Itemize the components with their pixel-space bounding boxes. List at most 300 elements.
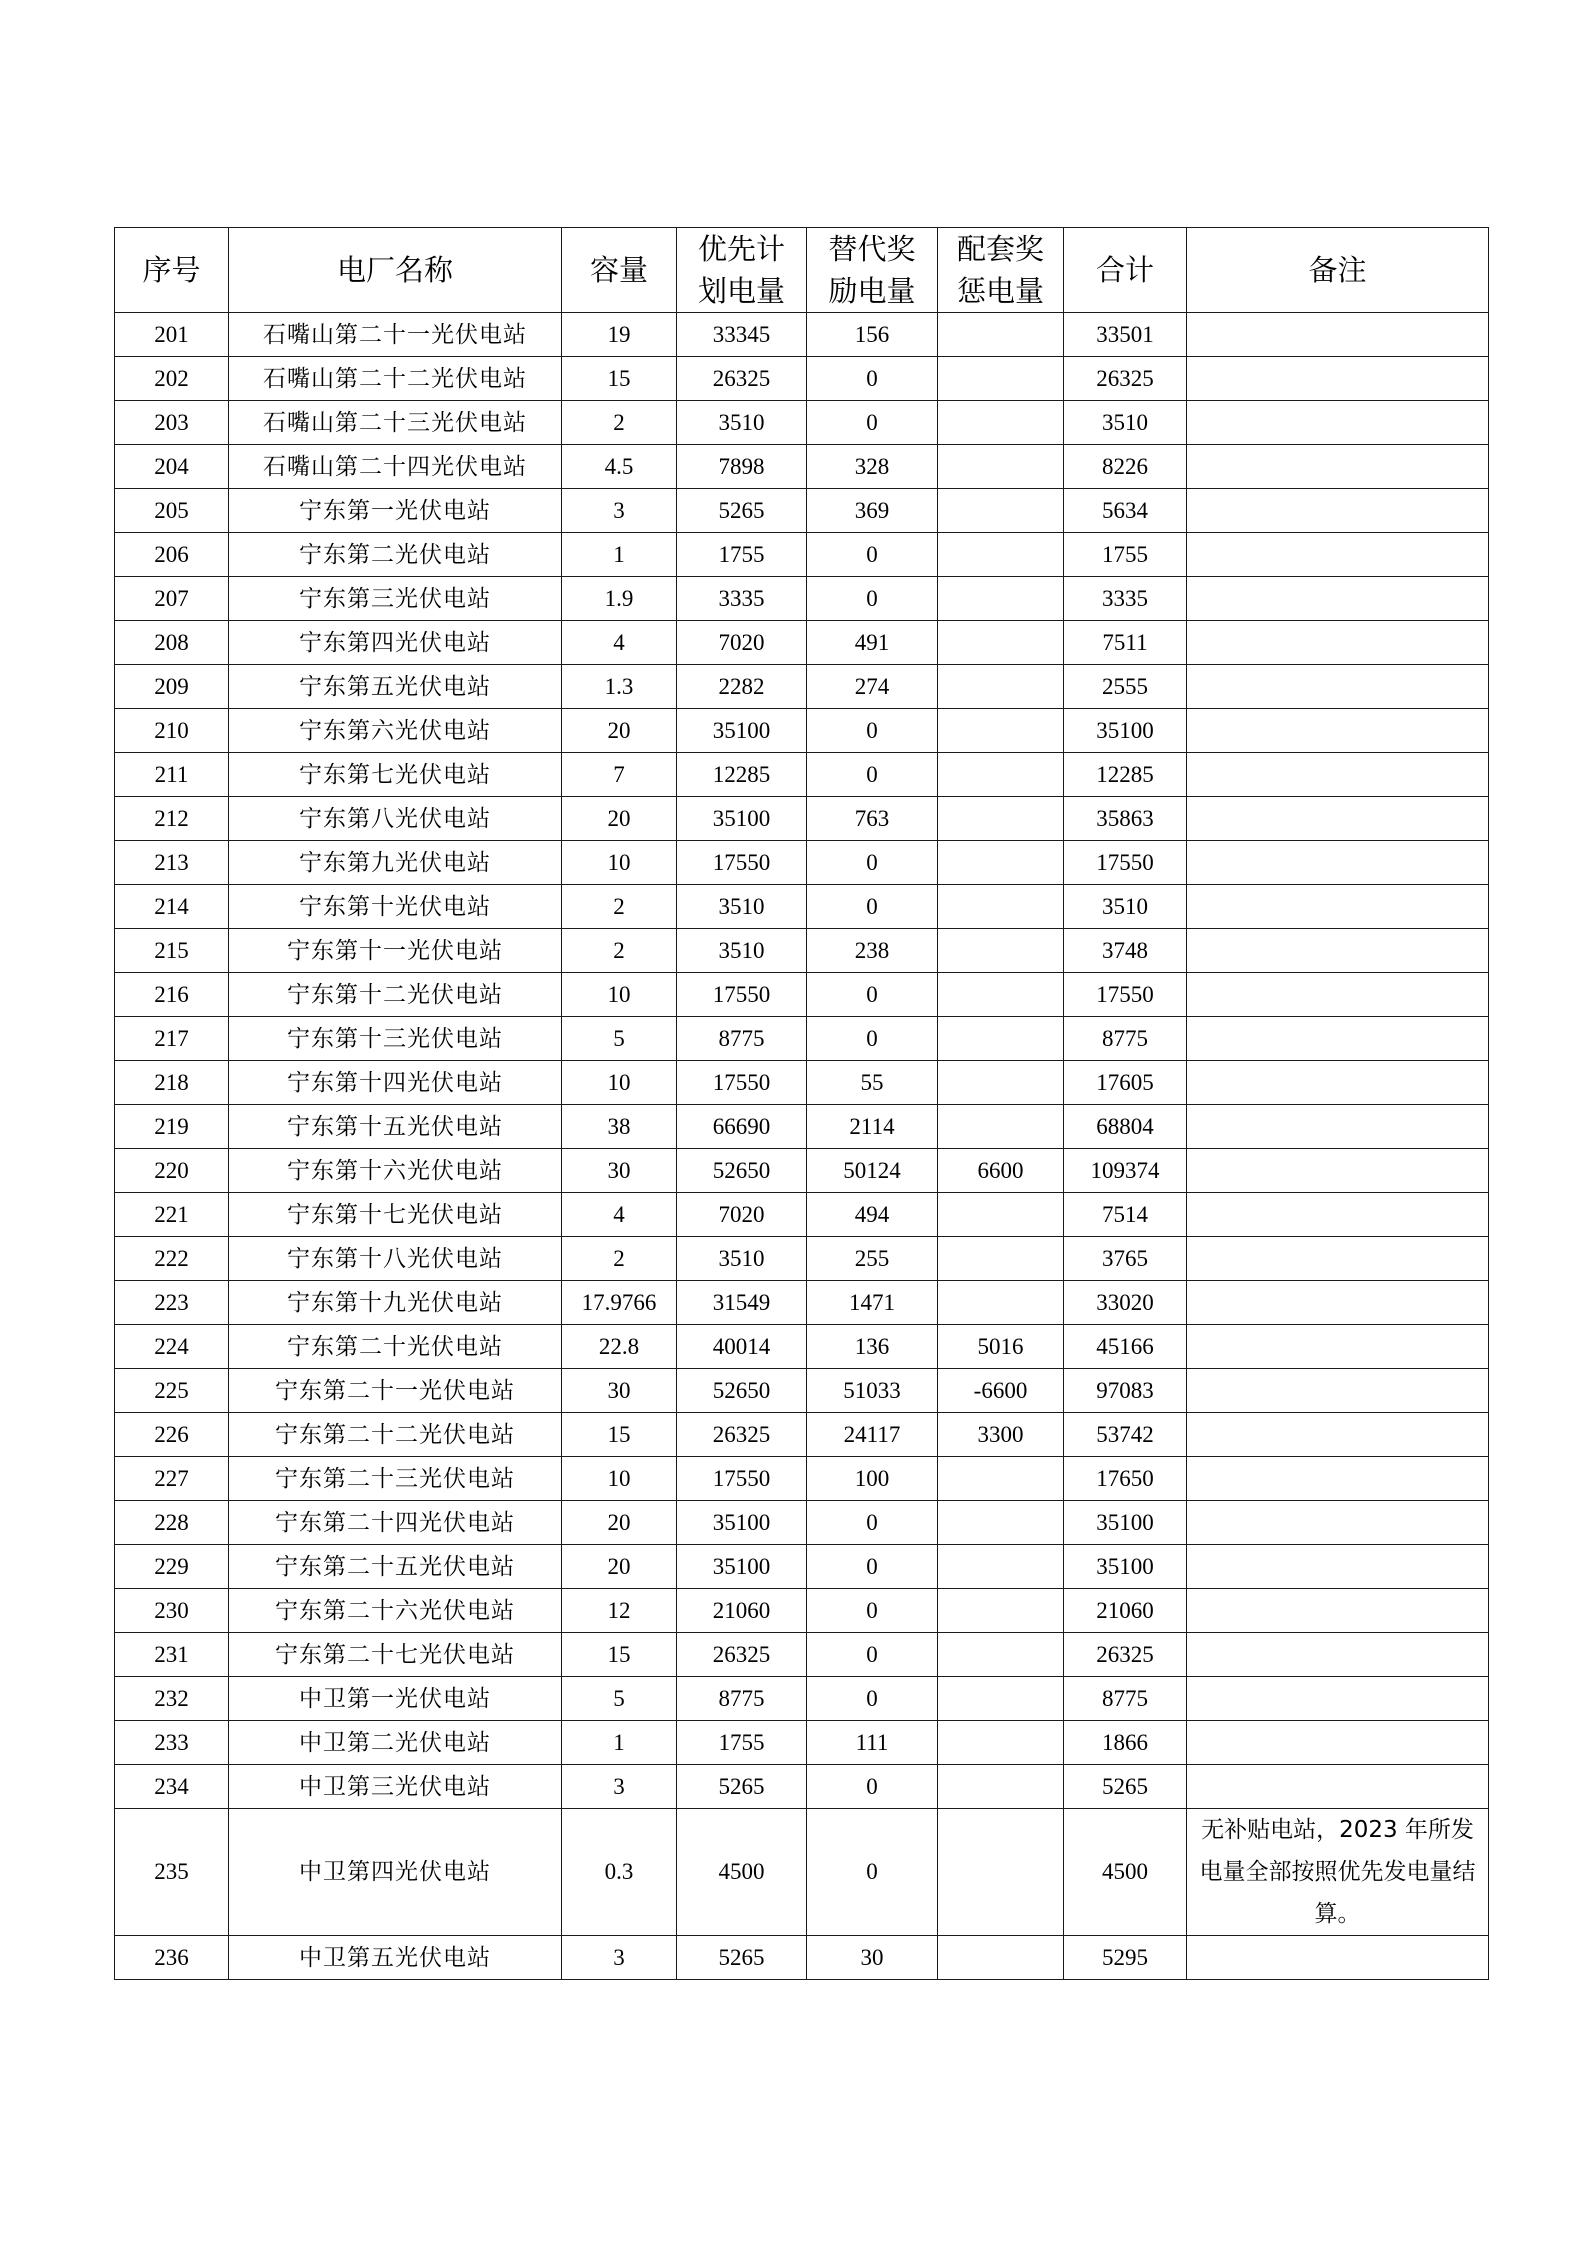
table-row	[115, 665, 1489, 709]
cell-remark	[1187, 1061, 1489, 1105]
header-row	[115, 228, 1489, 313]
cell-substitute-energy: 156	[807, 313, 938, 357]
cell-substitute-energy: 0	[807, 1633, 938, 1677]
table-row	[115, 1936, 1489, 1980]
cell-supporting-energy	[938, 533, 1064, 577]
cell-substitute-energy: 1471	[807, 1281, 938, 1325]
cell-capacity: 10	[562, 973, 677, 1017]
cell-remark	[1187, 1193, 1489, 1237]
cell-plant-name: 宁东第二十七光伏电站	[229, 1633, 562, 1677]
cell-supporting-energy	[938, 1457, 1064, 1501]
cell-total: 26325	[1064, 357, 1187, 401]
cell-substitute-energy: 328	[807, 445, 938, 489]
cell-supporting-energy	[938, 1721, 1064, 1765]
cell-supporting-energy	[938, 313, 1064, 357]
cell-total: 21060	[1064, 1589, 1187, 1633]
cell-substitute-energy: 55	[807, 1061, 938, 1105]
cell-supporting-energy: 6600	[938, 1149, 1064, 1193]
cell-plant-name: 石嘴山第二十三光伏电站	[229, 401, 562, 445]
cell-substitute-energy: 2114	[807, 1105, 938, 1149]
table-row	[115, 489, 1489, 533]
cell-no: 231	[115, 1633, 229, 1677]
cell-plant-name: 宁东第十二光伏电站	[229, 973, 562, 1017]
cell-supporting-energy	[938, 753, 1064, 797]
cell-total: 8775	[1064, 1017, 1187, 1061]
cell-plant-name: 宁东第十七光伏电站	[229, 1193, 562, 1237]
cell-no: 211	[115, 753, 229, 797]
cell-priority-energy: 12285	[677, 753, 807, 797]
cell-supporting-energy	[938, 1589, 1064, 1633]
cell-plant-name: 中卫第三光伏电站	[229, 1765, 562, 1809]
cell-capacity: 22.8	[562, 1325, 677, 1369]
table-body	[115, 313, 1489, 1980]
cell-no: 214	[115, 885, 229, 929]
table-row	[115, 1413, 1489, 1457]
cell-remark	[1187, 1281, 1489, 1325]
cell-no: 201	[115, 313, 229, 357]
cell-priority-energy: 1755	[677, 1721, 807, 1765]
cell-plant-name: 中卫第五光伏电站	[229, 1936, 562, 1980]
cell-plant-name: 宁东第二十三光伏电站	[229, 1457, 562, 1501]
cell-supporting-energy	[938, 885, 1064, 929]
cell-remark	[1187, 357, 1489, 401]
table-row	[115, 313, 1489, 357]
cell-priority-energy: 26325	[677, 1413, 807, 1457]
cell-substitute-energy: 491	[807, 621, 938, 665]
cell-supporting-energy: 3300	[938, 1413, 1064, 1457]
cell-no: 202	[115, 357, 229, 401]
table-row	[115, 1545, 1489, 1589]
cell-total: 2555	[1064, 665, 1187, 709]
cell-no: 209	[115, 665, 229, 709]
cell-capacity: 38	[562, 1105, 677, 1149]
cell-no: 208	[115, 621, 229, 665]
cell-supporting-energy	[938, 665, 1064, 709]
cell-remark	[1187, 577, 1489, 621]
table-row	[115, 577, 1489, 621]
header-supporting: 配套奖 惩电量	[938, 228, 1064, 313]
cell-total: 17550	[1064, 841, 1187, 885]
cell-no: 227	[115, 1457, 229, 1501]
cell-remark	[1187, 621, 1489, 665]
table-header	[115, 228, 1489, 313]
cell-substitute-energy: 0	[807, 357, 938, 401]
table-row	[115, 621, 1489, 665]
cell-priority-energy: 52650	[677, 1369, 807, 1413]
table-row	[115, 1105, 1489, 1149]
cell-substitute-energy: 136	[807, 1325, 938, 1369]
cell-priority-energy: 3510	[677, 401, 807, 445]
cell-no: 221	[115, 1193, 229, 1237]
cell-substitute-energy: 0	[807, 973, 938, 1017]
cell-substitute-energy: 255	[807, 1237, 938, 1281]
cell-priority-energy: 2282	[677, 665, 807, 709]
cell-remark	[1187, 709, 1489, 753]
cell-capacity: 3	[562, 1765, 677, 1809]
cell-substitute-energy: 0	[807, 401, 938, 445]
cell-remark	[1187, 841, 1489, 885]
cell-capacity: 1	[562, 1721, 677, 1765]
cell-capacity: 30	[562, 1149, 677, 1193]
cell-no: 222	[115, 1237, 229, 1281]
cell-plant-name: 宁东第五光伏电站	[229, 665, 562, 709]
cell-total: 7514	[1064, 1193, 1187, 1237]
cell-no: 230	[115, 1589, 229, 1633]
cell-priority-energy: 3510	[677, 1237, 807, 1281]
table-row	[115, 357, 1489, 401]
cell-priority-energy: 21060	[677, 1589, 807, 1633]
cell-supporting-energy	[938, 1809, 1064, 1936]
cell-priority-energy: 8775	[677, 1017, 807, 1061]
cell-plant-name: 宁东第一光伏电站	[229, 489, 562, 533]
header-no: 序号	[115, 228, 229, 313]
cell-plant-name: 宁东第二十五光伏电站	[229, 1545, 562, 1589]
cell-capacity: 2	[562, 401, 677, 445]
header-substitute: 替代奖 励电量	[807, 228, 938, 313]
table-row	[115, 709, 1489, 753]
cell-priority-energy: 26325	[677, 357, 807, 401]
cell-substitute-energy: 0	[807, 1677, 938, 1721]
cell-capacity: 10	[562, 841, 677, 885]
cell-capacity: 10	[562, 1061, 677, 1105]
cell-supporting-energy	[938, 1105, 1064, 1149]
cell-capacity: 10	[562, 1457, 677, 1501]
cell-priority-energy: 35100	[677, 1545, 807, 1589]
cell-total: 35100	[1064, 709, 1187, 753]
cell-priority-energy: 17550	[677, 973, 807, 1017]
cell-capacity: 20	[562, 1545, 677, 1589]
table-row	[115, 1457, 1489, 1501]
cell-substitute-energy: 369	[807, 489, 938, 533]
table-row	[115, 1589, 1489, 1633]
cell-remark	[1187, 973, 1489, 1017]
cell-capacity: 20	[562, 709, 677, 753]
cell-no: 216	[115, 973, 229, 1017]
table-row	[115, 797, 1489, 841]
cell-capacity: 0.3	[562, 1809, 677, 1936]
cell-no: 234	[115, 1765, 229, 1809]
cell-no: 210	[115, 709, 229, 753]
cell-remark	[1187, 313, 1489, 357]
cell-capacity: 2	[562, 1237, 677, 1281]
cell-total: 5265	[1064, 1765, 1187, 1809]
cell-remark	[1187, 445, 1489, 489]
cell-total: 1755	[1064, 533, 1187, 577]
cell-priority-energy: 8775	[677, 1677, 807, 1721]
cell-supporting-energy	[938, 797, 1064, 841]
cell-capacity: 4.5	[562, 445, 677, 489]
cell-supporting-energy	[938, 1061, 1064, 1105]
cell-remark	[1187, 1413, 1489, 1457]
cell-no: 236	[115, 1936, 229, 1980]
cell-no: 212	[115, 797, 229, 841]
cell-remark	[1187, 489, 1489, 533]
cell-total: 8775	[1064, 1677, 1187, 1721]
cell-remark	[1187, 1721, 1489, 1765]
cell-capacity: 15	[562, 357, 677, 401]
table-row	[115, 841, 1489, 885]
cell-no: 204	[115, 445, 229, 489]
cell-total: 17650	[1064, 1457, 1187, 1501]
cell-priority-energy: 40014	[677, 1325, 807, 1369]
cell-total: 35100	[1064, 1501, 1187, 1545]
cell-substitute-energy: 0	[807, 1545, 938, 1589]
cell-no: 228	[115, 1501, 229, 1545]
cell-capacity: 5	[562, 1677, 677, 1721]
cell-plant-name: 宁东第二光伏电站	[229, 533, 562, 577]
cell-supporting-energy	[938, 1677, 1064, 1721]
power-plant-table	[114, 227, 1489, 1980]
cell-priority-energy: 7020	[677, 1193, 807, 1237]
cell-remark	[1187, 1589, 1489, 1633]
cell-remark	[1187, 665, 1489, 709]
table-row	[115, 1369, 1489, 1413]
cell-total: 68804	[1064, 1105, 1187, 1149]
cell-capacity: 30	[562, 1369, 677, 1413]
cell-no: 223	[115, 1281, 229, 1325]
cell-total: 3748	[1064, 929, 1187, 973]
header-remark: 备注	[1187, 228, 1489, 313]
cell-capacity: 4	[562, 621, 677, 665]
cell-substitute-energy: 0	[807, 1501, 938, 1545]
cell-no: 203	[115, 401, 229, 445]
cell-remark	[1187, 1237, 1489, 1281]
cell-plant-name: 宁东第十八光伏电站	[229, 1237, 562, 1281]
cell-plant-name: 宁东第十光伏电站	[229, 885, 562, 929]
cell-supporting-energy	[938, 1237, 1064, 1281]
table-row	[115, 445, 1489, 489]
header-priority: 优先计 划电量	[677, 228, 807, 313]
cell-plant-name: 中卫第一光伏电站	[229, 1677, 562, 1721]
cell-remark	[1187, 1017, 1489, 1061]
cell-plant-name: 宁东第二十四光伏电站	[229, 1501, 562, 1545]
cell-substitute-energy: 30	[807, 1936, 938, 1980]
cell-total: 1866	[1064, 1721, 1187, 1765]
header-total: 合计	[1064, 228, 1187, 313]
cell-priority-energy: 26325	[677, 1633, 807, 1677]
cell-plant-name: 宁东第十一光伏电站	[229, 929, 562, 973]
cell-plant-name: 宁东第七光伏电站	[229, 753, 562, 797]
cell-plant-name: 宁东第二十六光伏电站	[229, 1589, 562, 1633]
cell-plant-name: 中卫第二光伏电站	[229, 1721, 562, 1765]
cell-supporting-energy: 5016	[938, 1325, 1064, 1369]
cell-remark	[1187, 1105, 1489, 1149]
table-row	[115, 973, 1489, 1017]
cell-capacity: 15	[562, 1633, 677, 1677]
cell-plant-name: 宁东第十九光伏电站	[229, 1281, 562, 1325]
cell-no: 226	[115, 1413, 229, 1457]
cell-substitute-energy: 0	[807, 709, 938, 753]
cell-priority-energy: 35100	[677, 797, 807, 841]
cell-supporting-energy	[938, 1501, 1064, 1545]
cell-supporting-energy	[938, 1765, 1064, 1809]
cell-total: 35100	[1064, 1545, 1187, 1589]
cell-plant-name: 宁东第二十二光伏电站	[229, 1413, 562, 1457]
cell-total: 17550	[1064, 973, 1187, 1017]
cell-priority-energy: 3510	[677, 929, 807, 973]
cell-capacity: 4	[562, 1193, 677, 1237]
cell-no: 217	[115, 1017, 229, 1061]
cell-capacity: 20	[562, 1501, 677, 1545]
table-row	[115, 401, 1489, 445]
table-row	[115, 885, 1489, 929]
cell-plant-name: 宁东第十四光伏电站	[229, 1061, 562, 1105]
cell-supporting-energy: -6600	[938, 1369, 1064, 1413]
cell-priority-energy: 5265	[677, 489, 807, 533]
cell-total: 3765	[1064, 1237, 1187, 1281]
cell-no: 224	[115, 1325, 229, 1369]
cell-supporting-energy	[938, 709, 1064, 753]
cell-remark	[1187, 1325, 1489, 1369]
cell-remark	[1187, 1765, 1489, 1809]
cell-total: 12285	[1064, 753, 1187, 797]
cell-plant-name: 宁东第二十一光伏电站	[229, 1369, 562, 1413]
cell-total: 7511	[1064, 621, 1187, 665]
cell-plant-name: 宁东第三光伏电站	[229, 577, 562, 621]
cell-no: 213	[115, 841, 229, 885]
cell-plant-name: 石嘴山第二十四光伏电站	[229, 445, 562, 489]
cell-no: 233	[115, 1721, 229, 1765]
cell-plant-name: 宁东第十六光伏电站	[229, 1149, 562, 1193]
cell-priority-energy: 35100	[677, 1501, 807, 1545]
cell-no: 220	[115, 1149, 229, 1193]
cell-capacity: 12	[562, 1589, 677, 1633]
cell-remark: 无补贴电站，2023 年所发电量全部按照优先发电量结算。	[1187, 1809, 1489, 1936]
cell-remark	[1187, 1545, 1489, 1589]
cell-supporting-energy	[938, 1545, 1064, 1589]
cell-priority-energy: 52650	[677, 1149, 807, 1193]
cell-remark	[1187, 533, 1489, 577]
cell-substitute-energy: 0	[807, 1589, 938, 1633]
cell-remark	[1187, 1369, 1489, 1413]
cell-capacity: 17.9766	[562, 1281, 677, 1325]
cell-priority-energy: 4500	[677, 1809, 807, 1936]
cell-total: 53742	[1064, 1413, 1187, 1457]
cell-capacity: 3	[562, 489, 677, 533]
cell-substitute-energy: 0	[807, 533, 938, 577]
cell-remark	[1187, 797, 1489, 841]
cell-priority-energy: 33345	[677, 313, 807, 357]
cell-plant-name: 石嘴山第二十一光伏电站	[229, 313, 562, 357]
cell-remark	[1187, 753, 1489, 797]
cell-substitute-energy: 238	[807, 929, 938, 973]
cell-capacity: 1.9	[562, 577, 677, 621]
cell-substitute-energy: 51033	[807, 1369, 938, 1413]
cell-priority-energy: 35100	[677, 709, 807, 753]
cell-priority-energy: 17550	[677, 1061, 807, 1105]
cell-substitute-energy: 274	[807, 665, 938, 709]
table-row	[115, 1677, 1489, 1721]
cell-total: 4500	[1064, 1809, 1187, 1936]
cell-total: 35863	[1064, 797, 1187, 841]
table-row	[115, 1193, 1489, 1237]
cell-supporting-energy	[938, 1633, 1064, 1677]
cell-no: 215	[115, 929, 229, 973]
header-capacity: 容量	[562, 228, 677, 313]
cell-substitute-energy: 494	[807, 1193, 938, 1237]
table-row	[115, 1237, 1489, 1281]
cell-plant-name: 宁东第二十光伏电站	[229, 1325, 562, 1369]
cell-plant-name: 宁东第六光伏电站	[229, 709, 562, 753]
cell-no: 229	[115, 1545, 229, 1589]
table-row	[115, 1017, 1489, 1061]
cell-priority-energy: 5265	[677, 1765, 807, 1809]
cell-plant-name: 宁东第十三光伏电站	[229, 1017, 562, 1061]
cell-supporting-energy	[938, 1193, 1064, 1237]
cell-priority-energy: 17550	[677, 841, 807, 885]
cell-remark	[1187, 1633, 1489, 1677]
cell-supporting-energy	[938, 1936, 1064, 1980]
cell-remark	[1187, 929, 1489, 973]
cell-substitute-energy: 100	[807, 1457, 938, 1501]
cell-supporting-energy	[938, 577, 1064, 621]
table-row	[115, 1061, 1489, 1105]
cell-capacity: 2	[562, 929, 677, 973]
cell-capacity: 7	[562, 753, 677, 797]
cell-capacity: 2	[562, 885, 677, 929]
cell-total: 3510	[1064, 401, 1187, 445]
cell-plant-name: 石嘴山第二十二光伏电站	[229, 357, 562, 401]
cell-remark	[1187, 885, 1489, 929]
cell-priority-energy: 3335	[677, 577, 807, 621]
cell-substitute-energy: 0	[807, 1809, 938, 1936]
cell-supporting-energy	[938, 929, 1064, 973]
cell-substitute-energy: 0	[807, 1017, 938, 1061]
cell-substitute-energy: 111	[807, 1721, 938, 1765]
cell-no: 205	[115, 489, 229, 533]
cell-supporting-energy	[938, 489, 1064, 533]
table-row	[115, 1281, 1489, 1325]
cell-priority-energy: 31549	[677, 1281, 807, 1325]
table-row	[115, 1721, 1489, 1765]
cell-plant-name: 宁东第十五光伏电站	[229, 1105, 562, 1149]
cell-total: 17605	[1064, 1061, 1187, 1105]
cell-substitute-energy: 24117	[807, 1413, 938, 1457]
table-row	[115, 1149, 1489, 1193]
cell-supporting-energy	[938, 621, 1064, 665]
cell-supporting-energy	[938, 401, 1064, 445]
table-row	[115, 753, 1489, 797]
cell-total: 26325	[1064, 1633, 1187, 1677]
cell-remark	[1187, 1936, 1489, 1980]
cell-total: 45166	[1064, 1325, 1187, 1369]
cell-supporting-energy	[938, 357, 1064, 401]
cell-remark	[1187, 1501, 1489, 1545]
cell-substitute-energy: 50124	[807, 1149, 938, 1193]
cell-capacity: 1.3	[562, 665, 677, 709]
cell-capacity: 20	[562, 797, 677, 841]
cell-no: 218	[115, 1061, 229, 1105]
cell-priority-energy: 7020	[677, 621, 807, 665]
cell-supporting-energy	[938, 1017, 1064, 1061]
cell-total: 3510	[1064, 885, 1187, 929]
cell-no: 206	[115, 533, 229, 577]
cell-total: 97083	[1064, 1369, 1187, 1413]
cell-priority-energy: 5265	[677, 1936, 807, 1980]
cell-remark	[1187, 401, 1489, 445]
cell-total: 3335	[1064, 577, 1187, 621]
cell-supporting-energy	[938, 841, 1064, 885]
cell-no: 219	[115, 1105, 229, 1149]
cell-no: 235	[115, 1809, 229, 1936]
cell-capacity: 5	[562, 1017, 677, 1061]
cell-total: 33020	[1064, 1281, 1187, 1325]
cell-capacity: 15	[562, 1413, 677, 1457]
table-row	[115, 1633, 1489, 1677]
cell-capacity: 1	[562, 533, 677, 577]
cell-remark	[1187, 1677, 1489, 1721]
table-row	[115, 1501, 1489, 1545]
